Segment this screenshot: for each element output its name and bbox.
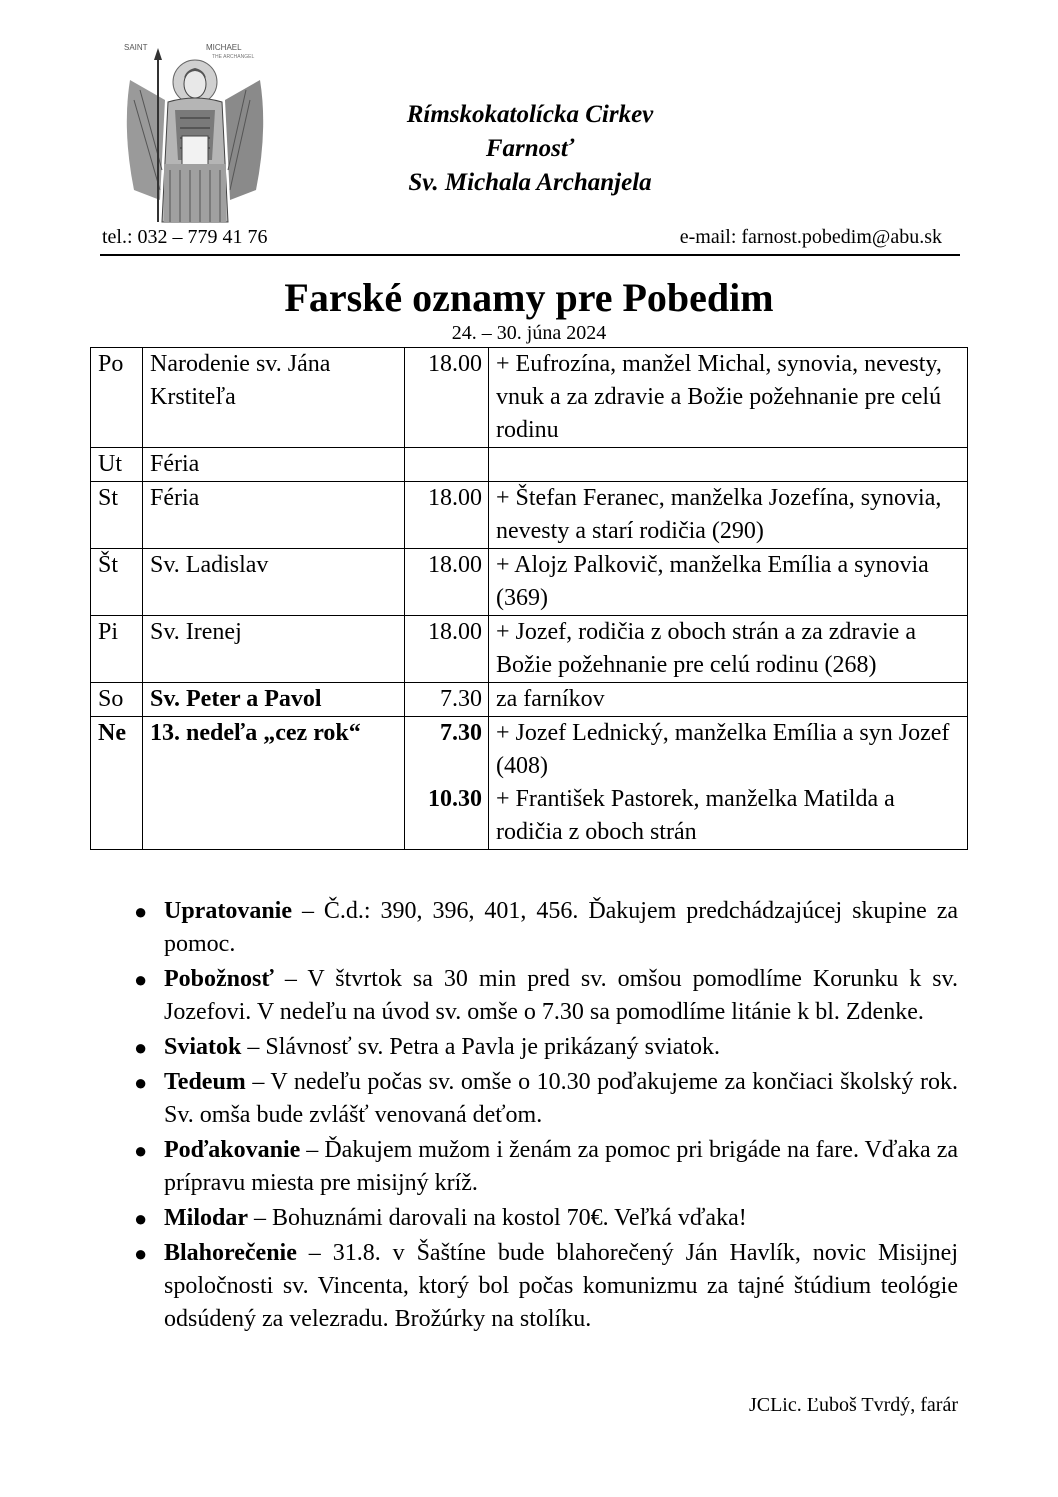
table-row bbox=[91, 448, 968, 482]
header-line-1: Rímskokatolícka Cirkev bbox=[406, 101, 654, 128]
table-row bbox=[91, 616, 968, 683]
note-text: – Ďakujem mužom i ženám za pomoc pri brigáde na fare. Vďaka za prípravu miesta pre misijný kríž. bbox=[164, 1137, 958, 1196]
day-cell: St bbox=[91, 482, 143, 549]
intention-cell: za farníkov bbox=[489, 683, 968, 717]
intention-cell bbox=[489, 448, 968, 482]
table-row bbox=[91, 482, 968, 549]
email-address: e-mail: farnost.pobedim@abu.sk bbox=[679, 226, 942, 248]
note-label: Pobožnosť bbox=[164, 966, 274, 992]
announcements-list bbox=[130, 895, 958, 1338]
feast-cell: Sv. Irenej bbox=[143, 616, 405, 683]
bullet-icon: ● bbox=[134, 1206, 148, 1231]
feast-cell: 13. nedeľa „cez rok“ bbox=[143, 717, 405, 850]
list-item bbox=[130, 1237, 958, 1336]
day-cell: Po bbox=[91, 348, 143, 448]
note-text: – V nedeľu počas sv. omše o 10.30 poďakujeme za končiaci školský rok. Sv. omša bude zvlášť venovaná deťom. bbox=[164, 1069, 958, 1128]
time-2: 10.30 bbox=[428, 786, 482, 812]
table-row bbox=[91, 717, 968, 850]
bullet-icon: ● bbox=[134, 899, 148, 924]
feast-cell: Sv. Peter a Pavol bbox=[143, 683, 405, 717]
intention-cell: + Alojz Palkovič, manželka Emília a synovia (369) bbox=[489, 549, 968, 616]
time-cell bbox=[405, 717, 489, 850]
header-line-2: Farnosť bbox=[485, 135, 575, 162]
feast-cell: Narodenie sv. Jána Krstiteľa bbox=[143, 348, 405, 448]
table-row bbox=[91, 683, 968, 717]
time-gap bbox=[412, 750, 482, 783]
intention-cell: + Eufrozína, manžel Michal, synovia, nevesty, vnuk a za zdravie a Božie požehnanie pre celú rodinu bbox=[489, 348, 968, 448]
feast-cell: Sv. Ladislav bbox=[143, 549, 405, 616]
time-cell: 18.00 bbox=[405, 348, 489, 448]
header-line-3: Sv. Michala Archanjela bbox=[408, 169, 652, 196]
day-cell: Pi bbox=[91, 616, 143, 683]
saint-michael-icon bbox=[120, 40, 270, 225]
time-cell: 18.00 bbox=[405, 616, 489, 683]
date-range: 24. – 30. júna 2024 bbox=[451, 322, 607, 344]
time-cell bbox=[405, 448, 489, 482]
note-text: – V štvrtok sa 30 min pred sv. omšou pomodlíme Korunku k sv. Jozefovi. V nedeľu na úvod sv. omše o 7.30 sa pomodlíme litánie k bl. Zdenke. bbox=[164, 966, 958, 1025]
list-item bbox=[130, 895, 958, 961]
time-cell: 18.00 bbox=[405, 549, 489, 616]
intention-2: + František Pastorek, manželka Matilda a rodičia z oboch strán bbox=[496, 786, 895, 845]
feast-cell: Féria bbox=[143, 448, 405, 482]
list-item bbox=[130, 963, 958, 1029]
day-cell: Ut bbox=[91, 448, 143, 482]
list-item bbox=[130, 1134, 958, 1200]
intention-cell: + Štefan Feranec, manželka Jozefína, synovia, nevesty a starí rodičia (290) bbox=[489, 482, 968, 549]
note-label: Upratovanie bbox=[164, 898, 292, 924]
note-text: – Slávnosť sv. Petra a Pavla je prikázaný sviatok. bbox=[241, 1034, 720, 1060]
logo-caption-left: SAINT bbox=[124, 43, 148, 52]
day-cell: Ne bbox=[91, 717, 143, 850]
note-text: – 31.8. v Šaštíne bude blahorečený Ján Havlík, novic Misijnej spoločnosti sv. Vincenta, ktorý bol počas komunizmu za tajné štúdium teológie odsúdený za velezradu. Brožúrky na stolíku. bbox=[164, 1240, 958, 1332]
bullet-icon: ● bbox=[134, 1138, 148, 1163]
intention-cell: + Jozef, rodičia z oboch strán a za zdravie a Božie požehnanie pre celú rodinu (268) bbox=[489, 616, 968, 683]
contact-bar bbox=[100, 226, 960, 256]
logo-caption-sub: THE ARCHANGEL bbox=[212, 54, 255, 60]
bullet-icon: ● bbox=[134, 1035, 148, 1060]
time-1: 7.30 bbox=[440, 720, 482, 746]
table-row bbox=[91, 348, 968, 448]
time-cell: 18.00 bbox=[405, 482, 489, 549]
bullet-icon: ● bbox=[134, 1241, 148, 1266]
note-label: Poďakovanie bbox=[164, 1137, 301, 1163]
note-label: Sviatok bbox=[164, 1034, 242, 1060]
list-item bbox=[130, 1202, 958, 1235]
table-row bbox=[91, 549, 968, 616]
intention-cell bbox=[489, 717, 968, 850]
note-label: Tedeum bbox=[164, 1069, 246, 1095]
day-cell: Št bbox=[91, 549, 143, 616]
list-item bbox=[130, 1066, 958, 1132]
note-label: Milodar bbox=[164, 1205, 248, 1231]
signature: JCLic. Ľuboš Tvrdý, farár bbox=[748, 1394, 958, 1416]
church-header bbox=[280, 98, 780, 200]
logo-caption-right: MICHAEL bbox=[206, 43, 242, 52]
page-title: Farské oznamy pre Pobedim bbox=[284, 275, 774, 320]
bullet-icon: ● bbox=[134, 1070, 148, 1095]
note-text: – Bohuznámi darovali na kostol 70€. Veľká vďaka! bbox=[248, 1205, 747, 1231]
time-cell: 7.30 bbox=[405, 683, 489, 717]
day-cell: So bbox=[91, 683, 143, 717]
note-label: Blahorečenie bbox=[164, 1240, 297, 1266]
bullet-icon: ● bbox=[134, 967, 148, 992]
note-text: – Č.d.: 390, 396, 401, 456. Ďakujem predchádzajúcej skupine za pomoc. bbox=[164, 898, 958, 957]
intention-1: + Jozef Lednický, manželka Emília a syn Jozef (408) bbox=[496, 720, 950, 779]
list-item bbox=[130, 1031, 958, 1064]
mass-schedule-table bbox=[90, 347, 968, 850]
feast-cell: Féria bbox=[143, 482, 405, 549]
phone-number: tel.: 032 – 779 41 76 bbox=[102, 226, 268, 248]
